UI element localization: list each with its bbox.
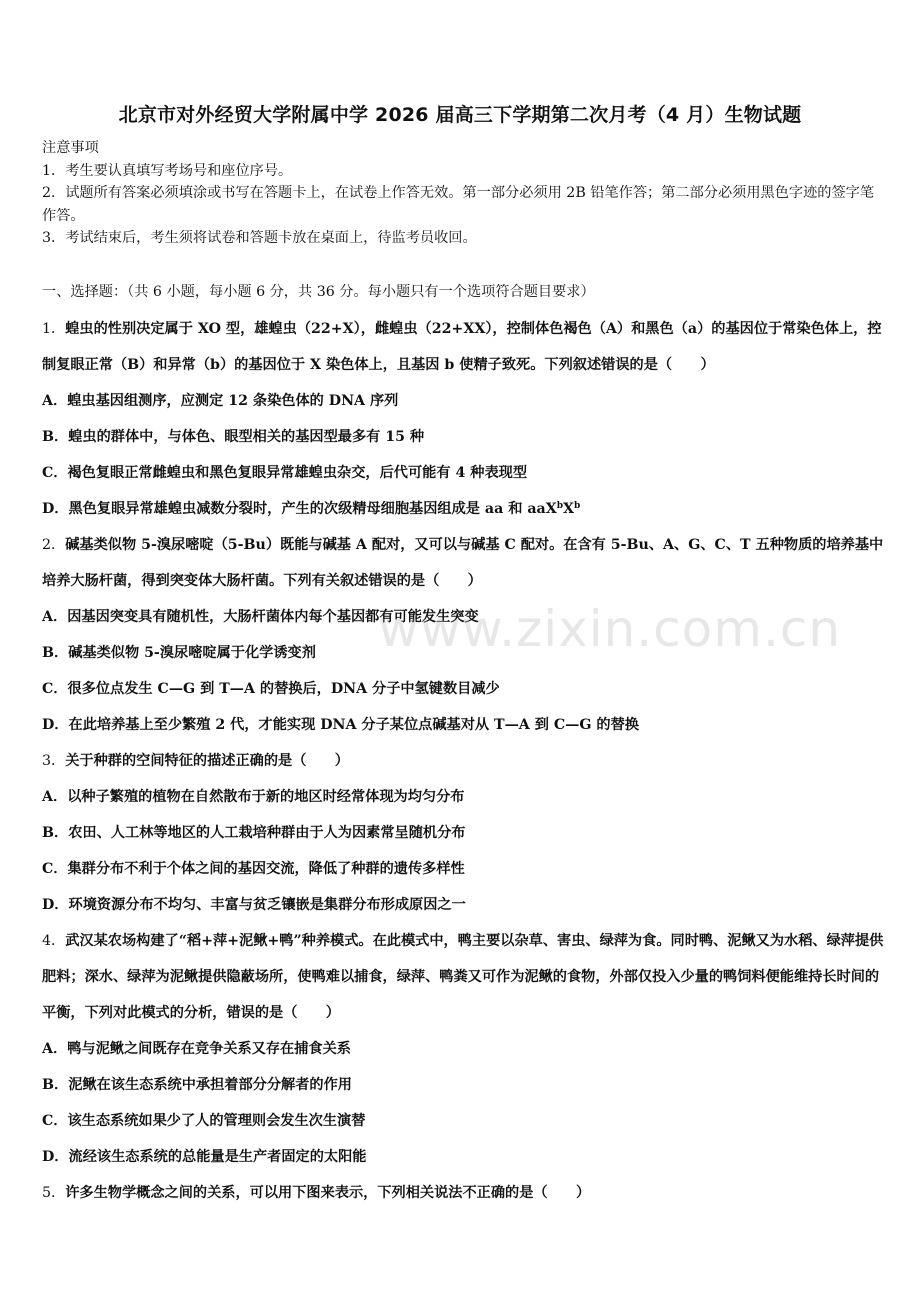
option-a: [42, 779, 892, 815]
option-d: [42, 707, 892, 743]
option-letter: A．: [42, 789, 68, 805]
option-text: 以种子繁殖的植物在自然散布于新的地区时经常体现为均匀分布: [67, 789, 465, 805]
superscript: b: [574, 501, 581, 511]
option-b: [42, 815, 892, 851]
option-a: [42, 1031, 892, 1067]
option-text: 该生态系统如果少了人的管理则会发生次生演替: [67, 1113, 366, 1129]
option-text: 很多位点发生 C—G 到 T—A 的替换后，DNA 分子中氢键数目减少: [67, 681, 500, 697]
question-5: [42, 1175, 892, 1211]
question-4: [42, 923, 892, 1175]
option-letter: B．: [42, 825, 69, 841]
question-list: [42, 311, 892, 1211]
option-b: [42, 419, 892, 455]
option-letter: A．: [42, 393, 68, 409]
option-text: 因基因突变具有随机性，大肠杆菌体内每个基因都有可能发生突变: [67, 609, 479, 625]
option-text: 碱基类似物 5-溴尿嘧啶属于化学诱变剂: [68, 645, 316, 661]
question-3: [42, 743, 892, 923]
option-c: [42, 671, 892, 707]
option-letter: B．: [42, 429, 69, 445]
option-letter: B．: [42, 645, 69, 661]
option-letter: D．: [42, 501, 69, 517]
notes-item-2: 2．试题所有答案必须填涂或书写在答题卡上，在试卷上作答无效。第一部分必须用 2B 铅笔作答；第二部分必须用黑色字迹的签字笔作答。: [42, 185, 875, 224]
option-letter: D．: [42, 717, 69, 733]
question-text: 武汉某农场构建了“稻+萍+泥鳅+鸭”种养模式。在此模式中，鸭主要以杂草、害虫、绿萍为食。同时鸭、泥鳅又为水稻、绿萍提供肥料；深水、绿萍为泥鳅提供隐蔽场所，使鸭难以捕食，绿萍、鸭粪又可作为泥鳅的食物，外部仅投入少量的鸭饲料便能维持长时间的平衡，下列对此模式的分析，错误的是（ ）: [42, 933, 884, 1021]
option-text: 蝗虫基因组测序，应测定 12 条染色体的 DNA 序列: [67, 393, 399, 409]
option-letter: A．: [42, 609, 68, 625]
question-number: 5．: [42, 1185, 66, 1201]
option-c: [42, 455, 892, 491]
question-stem: [42, 743, 892, 779]
question-stem: [42, 527, 892, 599]
option-b: [42, 1067, 892, 1103]
question-text: 碱基类似物 5-溴尿嘧啶（5-Bu）既能与碱基 A 配对，又可以与碱基 C 配对。在含有 5-Bu、A、G、C、T 五种物质的培养基中培养大肠杆菌，得到突变体大肠杆菌。下列有关叙述错误的是（ ）: [42, 537, 884, 589]
option-letter: B．: [42, 1077, 69, 1093]
option-c: [42, 851, 892, 887]
option-letter: C．: [42, 681, 68, 697]
option-letter: C．: [42, 1113, 68, 1129]
question-stem: [42, 923, 892, 1031]
question-text: 关于种群的空间特征的描述正确的是（ ）: [65, 753, 349, 769]
option-d: [42, 1139, 892, 1175]
option-text: 环境资源分布不均匀、丰富与贫乏镶嵌是集群分布形成原因之一: [68, 897, 466, 913]
superscript: b: [556, 501, 564, 511]
option-text: 泥鳅在该生态系统中承担着部分分解者的作用: [68, 1077, 352, 1093]
question-text: 蝗虫的性别决定属于 XO 型，雄蝗虫（22+X），雌蝗虫（22+XX），控制体色褐色（A）和黑色（a）的基因位于常染色体上，控制复眼正常（B）和异常（b）的基因位于 X 染色体上，且基因 b 使精子致死。下列叙述错误的是（ ）: [42, 321, 882, 373]
question-number: 1．: [42, 321, 66, 337]
notes-item-3: 3．考试结束后，考生须将试卷和答题卡放在桌面上，待监考员收回。: [42, 230, 477, 246]
notes-section: [42, 137, 882, 250]
option-letter: C．: [42, 861, 68, 877]
page-title: 北京市对外经贸大学附属中学 2026 届高三下学期第二次月考（4 月）生物试题: [118, 104, 802, 126]
watermark-text: www.zixin.com.cn: [378, 600, 842, 658]
option-text: 流经该生态系统的总能量是生产者固定的太阳能: [68, 1149, 367, 1165]
question-stem: [42, 311, 892, 383]
notes-heading: 注意事项: [42, 140, 99, 156]
option-letter: D．: [42, 897, 69, 913]
section-heading: 一、选择题：（共 6 小题，每小题 6 分，共 36 分。每小题只有一个选项符合题目要求）: [42, 284, 595, 300]
question-stem: [42, 1175, 892, 1211]
question-number: 2．: [42, 537, 66, 553]
option-text: 集群分布不利于个体之间的基因交流，降低了种群的遗传多样性: [67, 861, 465, 877]
option-c: [42, 1103, 892, 1139]
option-text-x: X: [563, 501, 575, 517]
option-text: 农田、人工林等地区的人工栽培种群由于人为因素常呈随机分布: [68, 825, 466, 841]
question-number: 3．: [42, 753, 66, 769]
option-text: 鸭与泥鳅之间既存在竞争关系又存在捕食关系: [67, 1041, 351, 1057]
question-1: [42, 311, 892, 527]
notes-item-1: 1．考生要认真填写考场号和座位序号。: [42, 162, 293, 179]
option-d: [42, 491, 892, 527]
option-text: 在此培养基上至少繁殖 2 代，才能实现 DNA 分子某位点碱基对从 T—A 到 C—G 的替换: [68, 717, 639, 733]
option-letter: C．: [42, 465, 68, 481]
option-letter: D．: [42, 1149, 69, 1165]
question-text: 许多生物学概念之间的关系，可以用下图来表示，下列相关说法不正确的是（ ）: [65, 1185, 591, 1201]
option-letter: A．: [42, 1041, 68, 1057]
option-text: 褐色复眼正常雌蝗虫和黑色复眼异常雄蝗虫杂交，后代可能有 4 种表现型: [67, 465, 528, 481]
option-text: 黑色复眼异常雄蝗虫减数分裂时，产生的次级精母细胞基因组成是 aa 和 aaX: [68, 501, 557, 517]
option-a: [42, 383, 892, 419]
option-d: [42, 887, 892, 923]
option-text: 蝗虫的群体中，与体色、眼型相关的基因型最多有 15 种: [68, 429, 425, 445]
question-number: 4．: [42, 933, 66, 949]
